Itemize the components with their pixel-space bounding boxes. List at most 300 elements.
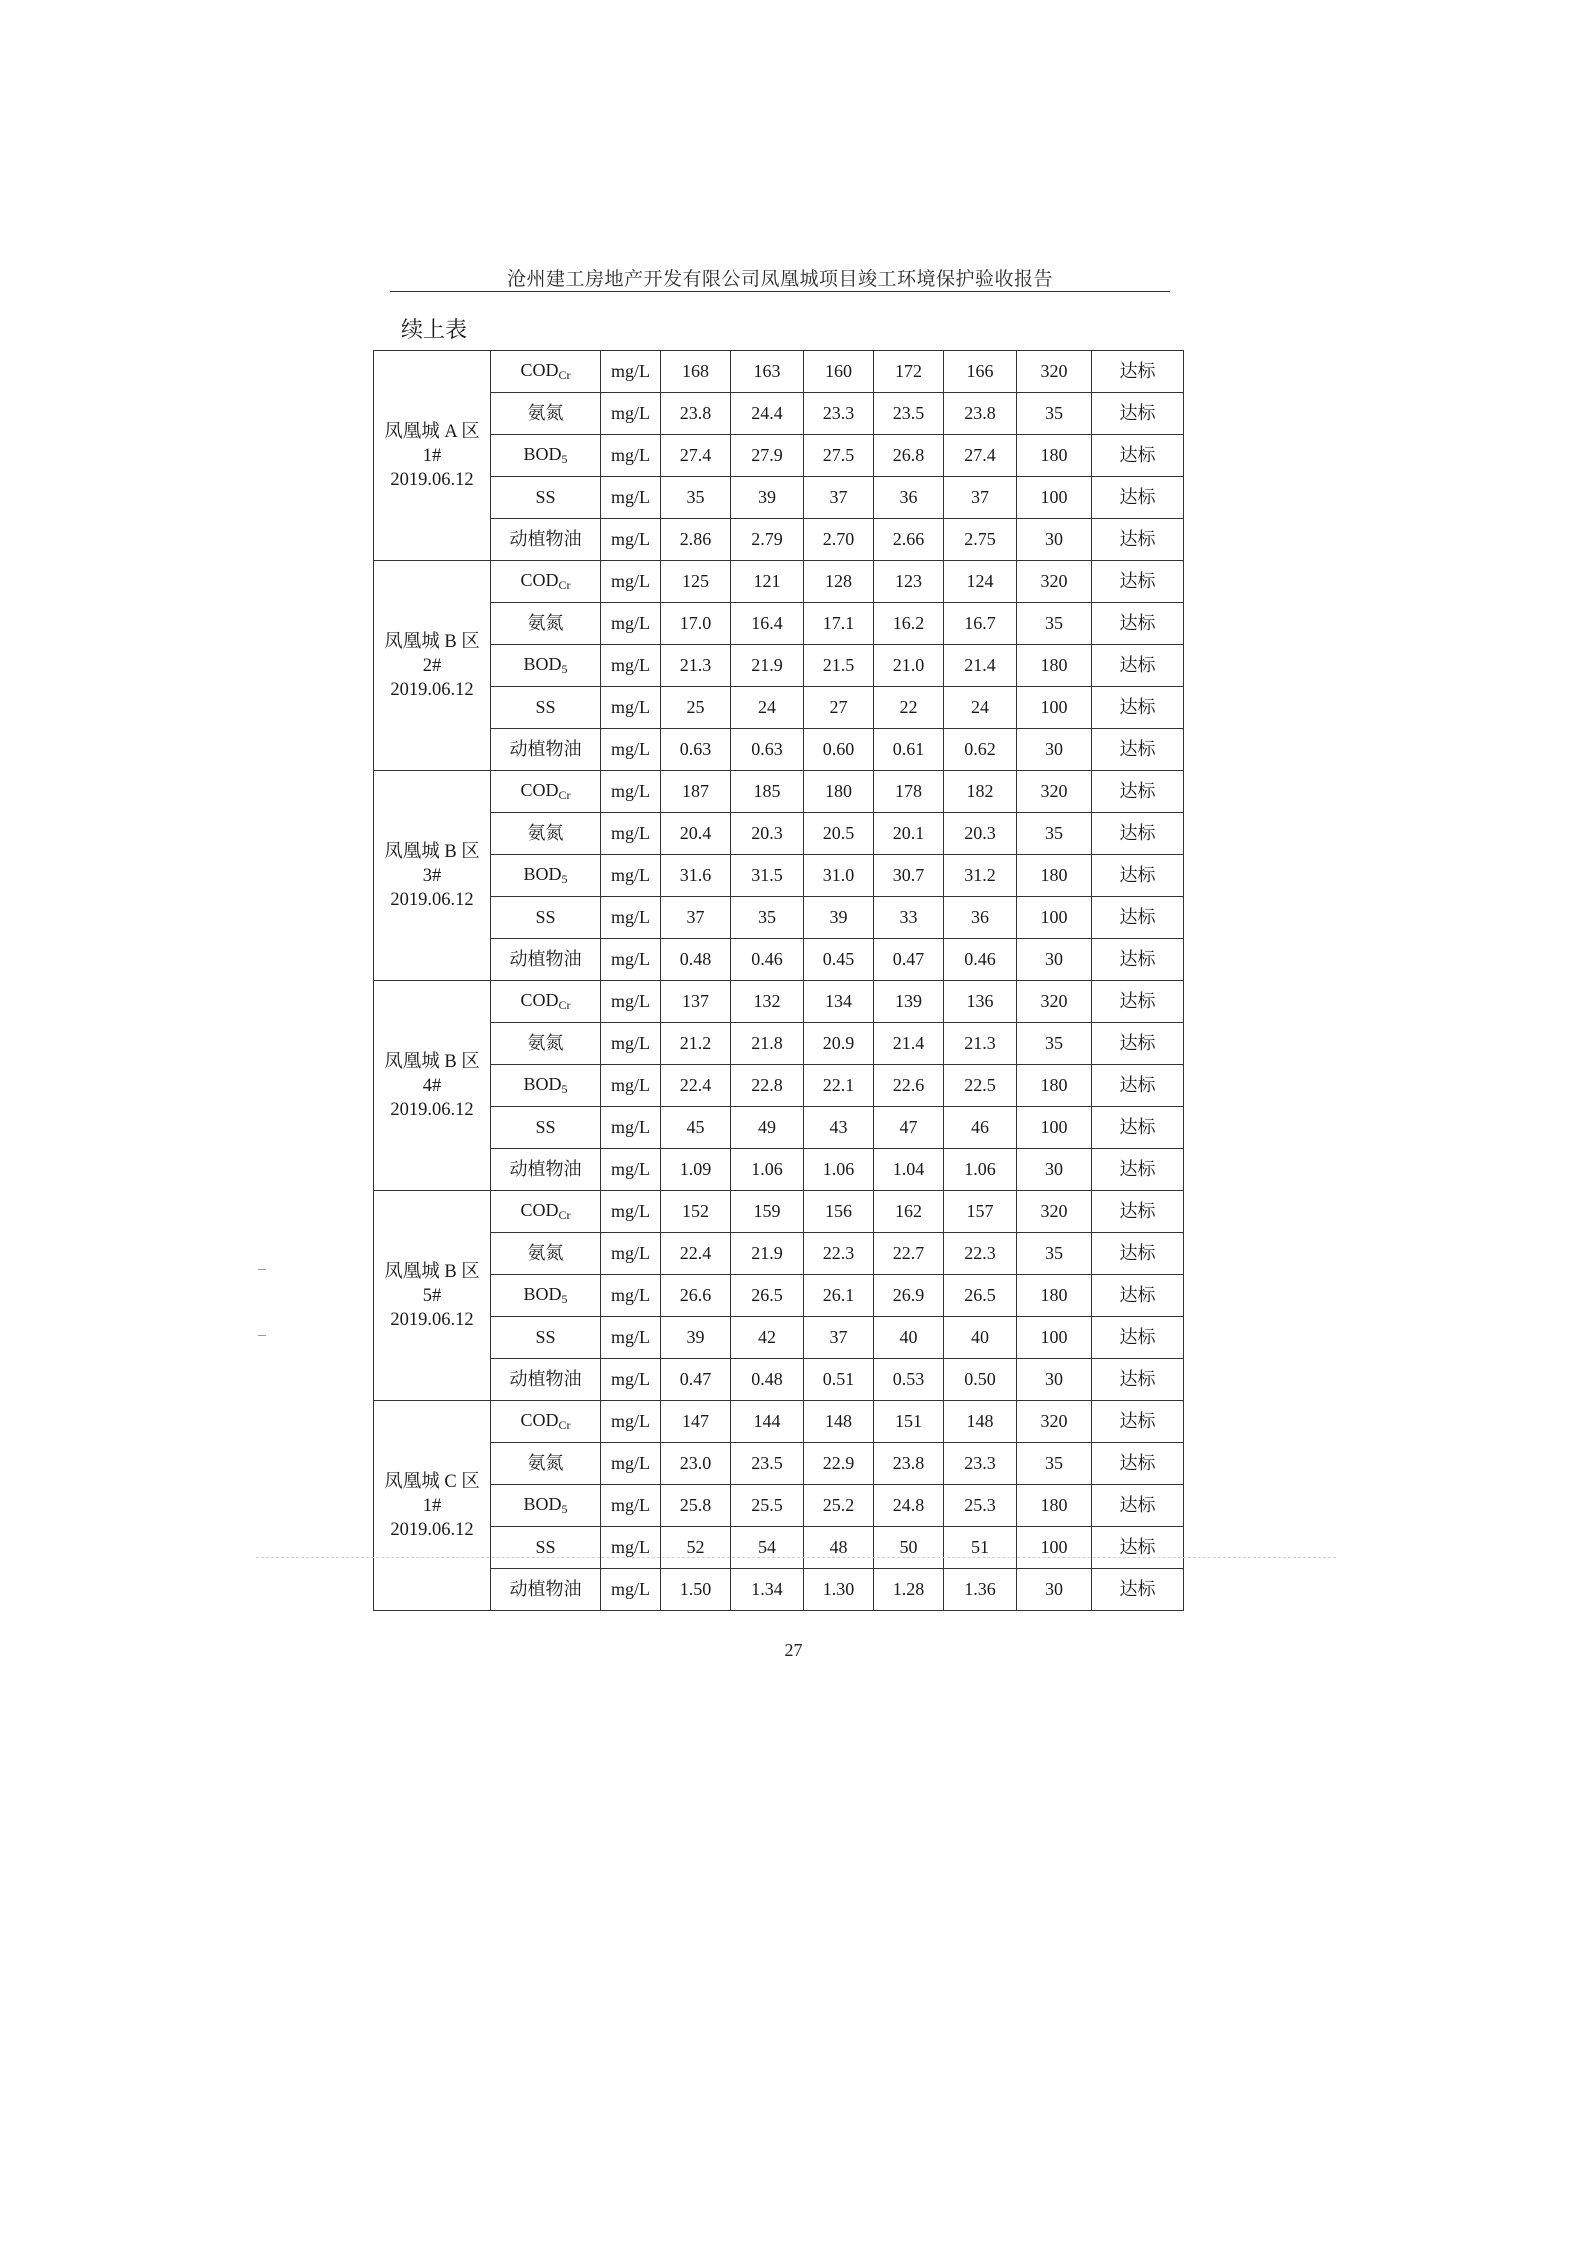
limit-cell: 320 — [1017, 1401, 1092, 1443]
measurement-cell: 1.04 — [874, 1149, 944, 1191]
monitoring-results-table — [373, 350, 1184, 1611]
measurement-cell: 40 — [874, 1317, 944, 1359]
result-cell: 达标 — [1092, 939, 1184, 981]
unit-cell: mg/L — [601, 981, 661, 1023]
limit-cell: 100 — [1017, 897, 1092, 939]
measurement-cell: 159 — [731, 1191, 804, 1233]
measurement-cell: 0.48 — [661, 939, 731, 981]
measurement-cell: 21.8 — [731, 1023, 804, 1065]
limit-cell: 35 — [1017, 393, 1092, 435]
measurement-cell: 20.9 — [804, 1023, 874, 1065]
result-cell: 达标 — [1092, 477, 1184, 519]
measurement-cell: 21.9 — [731, 645, 804, 687]
unit-cell: mg/L — [601, 1023, 661, 1065]
param-label-sub: 5 — [561, 872, 568, 887]
param-label-sub: Cr — [558, 1418, 571, 1433]
measurement-cell: 1.28 — [874, 1569, 944, 1611]
measurement-cell: 22.3 — [804, 1233, 874, 1275]
limit-cell: 100 — [1017, 477, 1092, 519]
param-label-main: BOD — [523, 444, 562, 465]
limit-cell: 35 — [1017, 1233, 1092, 1275]
measurement-cell: 36 — [874, 477, 944, 519]
param-bod — [491, 855, 601, 897]
result-cell: 达标 — [1092, 687, 1184, 729]
param-bod — [491, 645, 601, 687]
measurement-cell: 31.0 — [804, 855, 874, 897]
measurement-cell: 27.9 — [731, 435, 804, 477]
limit-cell: 320 — [1017, 981, 1092, 1023]
measurement-cell: 1.06 — [731, 1149, 804, 1191]
page-header: 沧州建工房地产开发有限公司凤凰城项目竣工环境保护验收报告 — [506, 269, 1053, 290]
param-label-main: COD — [520, 570, 559, 591]
measurement-cell: 0.60 — [804, 729, 874, 771]
table-row — [374, 897, 1184, 939]
table-row — [374, 1485, 1184, 1527]
result-cell: 达标 — [1092, 435, 1184, 477]
measurement-cell: 1.09 — [661, 1149, 731, 1191]
site-date: 2019.06.12 — [390, 679, 474, 700]
site-site-name: 凤凰城 C 区 — [384, 1471, 480, 1492]
table-row — [374, 435, 1184, 477]
measurement-cell: 157 — [944, 1191, 1017, 1233]
unit-cell: mg/L — [601, 1233, 661, 1275]
measurement-cell: 0.47 — [661, 1359, 731, 1401]
measurement-cell: 182 — [944, 771, 1017, 813]
site-point: 1# — [422, 445, 442, 466]
measurement-cell: 2.70 — [804, 519, 874, 561]
measurement-cell: 163 — [731, 351, 804, 393]
table-row — [374, 771, 1184, 813]
unit-cell: mg/L — [601, 435, 661, 477]
unit-cell: mg/L — [601, 351, 661, 393]
measurement-cell: 30.7 — [874, 855, 944, 897]
measurement-cell: 27.4 — [661, 435, 731, 477]
limit-cell: 35 — [1017, 813, 1092, 855]
measurement-cell: 43 — [804, 1107, 874, 1149]
site-date: 2019.06.12 — [390, 1519, 474, 1540]
unit-cell: mg/L — [601, 1401, 661, 1443]
site-point: 2# — [422, 655, 442, 676]
limit-cell: 180 — [1017, 1275, 1092, 1317]
result-cell: 达标 — [1092, 1527, 1184, 1569]
measurement-cell: 51 — [944, 1527, 1017, 1569]
unit-cell: mg/L — [601, 1065, 661, 1107]
table-row — [374, 603, 1184, 645]
result-cell: 达标 — [1092, 981, 1184, 1023]
measurement-cell: 1.50 — [661, 1569, 731, 1611]
measurement-cell: 2.79 — [731, 519, 804, 561]
limit-cell: 30 — [1017, 1359, 1092, 1401]
unit-cell: mg/L — [601, 1275, 661, 1317]
measurement-cell: 24 — [731, 687, 804, 729]
limit-cell: 320 — [1017, 1191, 1092, 1233]
site-date: 2019.06.12 — [390, 1099, 474, 1120]
measurement-cell: 46 — [944, 1107, 1017, 1149]
scan-mark — [258, 1335, 266, 1336]
page-number: 27 — [784, 1640, 803, 1660]
measurement-cell: 31.5 — [731, 855, 804, 897]
measurement-cell: 26.8 — [874, 435, 944, 477]
measurement-cell: 23.8 — [661, 393, 731, 435]
limit-cell: 320 — [1017, 771, 1092, 813]
limit-cell: 30 — [1017, 939, 1092, 981]
measurement-cell: 23.0 — [661, 1443, 731, 1485]
measurement-cell: 42 — [731, 1317, 804, 1359]
site-date: 2019.06.12 — [390, 889, 474, 910]
measurement-cell: 17.0 — [661, 603, 731, 645]
measurement-cell: 0.46 — [944, 939, 1017, 981]
site-point: 3# — [422, 865, 442, 886]
param-ammonia-nitrogen: 氨氮 — [491, 1443, 601, 1485]
unit-cell: mg/L — [601, 1317, 661, 1359]
site-point: 1# — [422, 1495, 442, 1516]
param-animal-vegetable-oil: 动植物油 — [491, 729, 601, 771]
unit-cell: mg/L — [601, 897, 661, 939]
param-bod — [491, 435, 601, 477]
param-label-sub: Cr — [558, 578, 571, 593]
site-cell — [374, 1191, 491, 1401]
measurement-cell: 0.63 — [661, 729, 731, 771]
unit-cell: mg/L — [601, 1191, 661, 1233]
measurement-cell: 137 — [661, 981, 731, 1023]
scan-artifact-line — [256, 1557, 1336, 1558]
limit-cell: 100 — [1017, 1107, 1092, 1149]
measurement-cell: 20.3 — [944, 813, 1017, 855]
measurement-cell: 128 — [804, 561, 874, 603]
measurement-cell: 26.5 — [731, 1275, 804, 1317]
limit-cell: 30 — [1017, 519, 1092, 561]
param-label-main: COD — [520, 1200, 559, 1221]
measurement-cell: 125 — [661, 561, 731, 603]
unit-cell: mg/L — [601, 813, 661, 855]
measurement-cell: 0.48 — [731, 1359, 804, 1401]
measurement-cell: 24.4 — [731, 393, 804, 435]
table-row — [374, 519, 1184, 561]
table-row — [374, 477, 1184, 519]
measurement-cell: 0.47 — [874, 939, 944, 981]
measurement-cell: 1.34 — [731, 1569, 804, 1611]
measurement-cell: 185 — [731, 771, 804, 813]
measurement-cell: 180 — [804, 771, 874, 813]
result-cell: 达标 — [1092, 1023, 1184, 1065]
header-rule — [390, 291, 1170, 292]
limit-cell: 320 — [1017, 351, 1092, 393]
param-label-sub: Cr — [558, 788, 571, 803]
param-animal-vegetable-oil: 动植物油 — [491, 519, 601, 561]
measurement-cell: 2.86 — [661, 519, 731, 561]
site-cell — [374, 561, 491, 771]
measurement-cell: 23.3 — [804, 393, 874, 435]
measurement-cell: 22.6 — [874, 1065, 944, 1107]
param-bod — [491, 1485, 601, 1527]
table-row — [374, 939, 1184, 981]
measurement-cell: 2.75 — [944, 519, 1017, 561]
unit-cell: mg/L — [601, 1569, 661, 1611]
measurement-cell: 37 — [944, 477, 1017, 519]
param-ammonia-nitrogen: 氨氮 — [491, 813, 601, 855]
unit-cell: mg/L — [601, 687, 661, 729]
unit-cell: mg/L — [601, 1149, 661, 1191]
table-row — [374, 855, 1184, 897]
result-cell: 达标 — [1092, 393, 1184, 435]
table-row — [374, 1401, 1184, 1443]
param-animal-vegetable-oil: 动植物油 — [491, 1149, 601, 1191]
measurement-cell: 21.2 — [661, 1023, 731, 1065]
measurement-cell: 21.9 — [731, 1233, 804, 1275]
table-row — [374, 645, 1184, 687]
measurement-cell: 48 — [804, 1527, 874, 1569]
unit-cell: mg/L — [601, 1443, 661, 1485]
measurement-cell: 23.5 — [731, 1443, 804, 1485]
result-cell: 达标 — [1092, 519, 1184, 561]
measurement-cell: 33 — [874, 897, 944, 939]
table-row — [374, 561, 1184, 603]
table-row — [374, 813, 1184, 855]
param-label-sub: Cr — [558, 1208, 571, 1223]
param-label-sub: 5 — [561, 1292, 568, 1307]
measurement-cell: 134 — [804, 981, 874, 1023]
result-cell: 达标 — [1092, 561, 1184, 603]
measurement-cell: 39 — [731, 477, 804, 519]
result-cell: 达标 — [1092, 1065, 1184, 1107]
measurement-cell: 0.51 — [804, 1359, 874, 1401]
site-site-name: 凤凰城 B 区 — [384, 1261, 480, 1282]
site-date: 2019.06.12 — [390, 1309, 474, 1330]
param-animal-vegetable-oil: 动植物油 — [491, 1569, 601, 1611]
measurement-cell: 22.1 — [804, 1065, 874, 1107]
unit-cell: mg/L — [601, 1359, 661, 1401]
unit-cell: mg/L — [601, 729, 661, 771]
result-cell: 达标 — [1092, 771, 1184, 813]
param-label-main: BOD — [523, 1284, 562, 1305]
param-ammonia-nitrogen: 氨氮 — [491, 603, 601, 645]
measurement-cell: 25.2 — [804, 1485, 874, 1527]
measurement-cell: 187 — [661, 771, 731, 813]
measurement-cell: 1.36 — [944, 1569, 1017, 1611]
measurement-cell: 40 — [944, 1317, 1017, 1359]
measurement-cell: 132 — [731, 981, 804, 1023]
measurement-cell: 151 — [874, 1401, 944, 1443]
unit-cell: mg/L — [601, 561, 661, 603]
param-cod — [491, 1401, 601, 1443]
measurement-cell: 26.6 — [661, 1275, 731, 1317]
site-site-name: 凤凰城 B 区 — [384, 631, 480, 652]
measurement-cell: 1.06 — [944, 1149, 1017, 1191]
result-cell: 达标 — [1092, 1485, 1184, 1527]
result-cell: 达标 — [1092, 729, 1184, 771]
measurement-cell: 45 — [661, 1107, 731, 1149]
site-point: 5# — [422, 1285, 442, 1306]
measurement-cell: 139 — [874, 981, 944, 1023]
measurement-cell: 21.4 — [874, 1023, 944, 1065]
param-cod — [491, 351, 601, 393]
param-bod — [491, 1275, 601, 1317]
measurement-cell: 21.0 — [874, 645, 944, 687]
param-label-sub: 5 — [561, 452, 568, 467]
limit-cell: 30 — [1017, 729, 1092, 771]
unit-cell: mg/L — [601, 645, 661, 687]
table-row — [374, 687, 1184, 729]
table-row — [374, 981, 1184, 1023]
measurement-cell: 21.4 — [944, 645, 1017, 687]
param-ss: SS — [491, 897, 601, 939]
result-cell: 达标 — [1092, 1569, 1184, 1611]
measurement-cell: 22 — [874, 687, 944, 729]
measurement-cell: 0.45 — [804, 939, 874, 981]
limit-cell: 320 — [1017, 561, 1092, 603]
measurement-cell: 0.53 — [874, 1359, 944, 1401]
measurement-cell: 22.3 — [944, 1233, 1017, 1275]
measurement-cell: 124 — [944, 561, 1017, 603]
param-label-main: COD — [520, 990, 559, 1011]
measurement-cell: 27.5 — [804, 435, 874, 477]
table-row — [374, 1359, 1184, 1401]
param-bod — [491, 1065, 601, 1107]
param-label-main: BOD — [523, 654, 562, 675]
param-ss: SS — [491, 1317, 601, 1359]
measurement-cell: 22.4 — [661, 1065, 731, 1107]
result-cell: 达标 — [1092, 1233, 1184, 1275]
measurement-cell: 162 — [874, 1191, 944, 1233]
measurement-cell: 23.8 — [944, 393, 1017, 435]
measurement-cell: 20.4 — [661, 813, 731, 855]
unit-cell: mg/L — [601, 1485, 661, 1527]
measurement-cell: 0.61 — [874, 729, 944, 771]
table-row — [374, 1065, 1184, 1107]
site-site-name: 凤凰城 B 区 — [384, 1051, 480, 1072]
limit-cell: 180 — [1017, 645, 1092, 687]
measurement-cell: 47 — [874, 1107, 944, 1149]
result-cell: 达标 — [1092, 603, 1184, 645]
site-date: 2019.06.12 — [390, 469, 474, 490]
measurement-cell: 121 — [731, 561, 804, 603]
param-cod — [491, 561, 601, 603]
result-cell: 达标 — [1092, 1443, 1184, 1485]
param-label-sub: Cr — [558, 368, 571, 383]
site-site-name: 凤凰城 B 区 — [384, 841, 480, 862]
measurement-cell: 168 — [661, 351, 731, 393]
measurement-cell: 22.9 — [804, 1443, 874, 1485]
result-cell: 达标 — [1092, 1191, 1184, 1233]
measurement-cell: 21.3 — [661, 645, 731, 687]
limit-cell: 180 — [1017, 1065, 1092, 1107]
limit-cell: 180 — [1017, 435, 1092, 477]
table-row — [374, 1023, 1184, 1065]
result-cell: 达标 — [1092, 1107, 1184, 1149]
result-cell: 达标 — [1092, 1149, 1184, 1191]
table-row — [374, 1149, 1184, 1191]
measurement-cell: 0.46 — [731, 939, 804, 981]
measurement-cell: 25.3 — [944, 1485, 1017, 1527]
measurement-cell: 178 — [874, 771, 944, 813]
param-ammonia-nitrogen: 氨氮 — [491, 393, 601, 435]
result-cell: 达标 — [1092, 351, 1184, 393]
measurement-cell: 136 — [944, 981, 1017, 1023]
table-row — [374, 351, 1184, 393]
measurement-cell: 39 — [804, 897, 874, 939]
scan-mark — [258, 1269, 266, 1270]
measurement-cell: 49 — [731, 1107, 804, 1149]
measurement-cell: 160 — [804, 351, 874, 393]
limit-cell: 100 — [1017, 1527, 1092, 1569]
table-row — [374, 729, 1184, 771]
measurement-cell: 31.2 — [944, 855, 1017, 897]
measurement-cell: 20.5 — [804, 813, 874, 855]
result-cell: 达标 — [1092, 813, 1184, 855]
unit-cell: mg/L — [601, 771, 661, 813]
measurement-cell: 54 — [731, 1527, 804, 1569]
param-label-main: BOD — [523, 1494, 562, 1515]
measurement-cell: 148 — [944, 1401, 1017, 1443]
table-row — [374, 1191, 1184, 1233]
site-cell — [374, 1401, 491, 1611]
measurement-cell: 37 — [661, 897, 731, 939]
param-animal-vegetable-oil: 动植物油 — [491, 939, 601, 981]
param-ss: SS — [491, 1107, 601, 1149]
measurement-cell: 16.4 — [731, 603, 804, 645]
param-label-sub: 5 — [561, 662, 568, 677]
table-row — [374, 1317, 1184, 1359]
unit-cell: mg/L — [601, 939, 661, 981]
measurement-cell: 25 — [661, 687, 731, 729]
result-cell: 达标 — [1092, 1359, 1184, 1401]
unit-cell: mg/L — [601, 393, 661, 435]
measurement-cell: 0.62 — [944, 729, 1017, 771]
param-label-main: COD — [520, 780, 559, 801]
param-label-main: COD — [520, 1410, 559, 1431]
param-label-main: BOD — [523, 1074, 562, 1095]
measurement-cell: 37 — [804, 1317, 874, 1359]
limit-cell: 100 — [1017, 1317, 1092, 1359]
measurement-cell: 0.50 — [944, 1359, 1017, 1401]
measurement-cell: 20.3 — [731, 813, 804, 855]
result-cell: 达标 — [1092, 855, 1184, 897]
table-row — [374, 1527, 1184, 1569]
measurement-cell: 166 — [944, 351, 1017, 393]
site-point: 4# — [422, 1075, 442, 1096]
param-animal-vegetable-oil: 动植物油 — [491, 1359, 601, 1401]
result-cell: 达标 — [1092, 1275, 1184, 1317]
table-row — [374, 1233, 1184, 1275]
measurement-cell: 2.66 — [874, 519, 944, 561]
measurement-cell: 52 — [661, 1527, 731, 1569]
unit-cell: mg/L — [601, 477, 661, 519]
measurement-cell: 27.4 — [944, 435, 1017, 477]
measurement-cell: 144 — [731, 1401, 804, 1443]
measurement-cell: 23.8 — [874, 1443, 944, 1485]
table-row — [374, 1275, 1184, 1317]
measurement-cell: 22.7 — [874, 1233, 944, 1275]
limit-cell: 35 — [1017, 603, 1092, 645]
param-label-main: COD — [520, 360, 559, 381]
measurement-cell: 26.1 — [804, 1275, 874, 1317]
param-label-sub: Cr — [558, 998, 571, 1013]
measurement-cell: 16.7 — [944, 603, 1017, 645]
param-cod — [491, 1191, 601, 1233]
param-label-main: BOD — [523, 864, 562, 885]
measurement-cell: 148 — [804, 1401, 874, 1443]
measurement-cell: 36 — [944, 897, 1017, 939]
param-ammonia-nitrogen: 氨氮 — [491, 1023, 601, 1065]
result-cell: 达标 — [1092, 1317, 1184, 1359]
unit-cell: mg/L — [601, 603, 661, 645]
measurement-cell: 25.8 — [661, 1485, 731, 1527]
results-table-wrapper — [373, 350, 1183, 1611]
unit-cell: mg/L — [601, 519, 661, 561]
limit-cell: 180 — [1017, 1485, 1092, 1527]
table-row — [374, 1443, 1184, 1485]
param-label-sub: 5 — [561, 1082, 568, 1097]
